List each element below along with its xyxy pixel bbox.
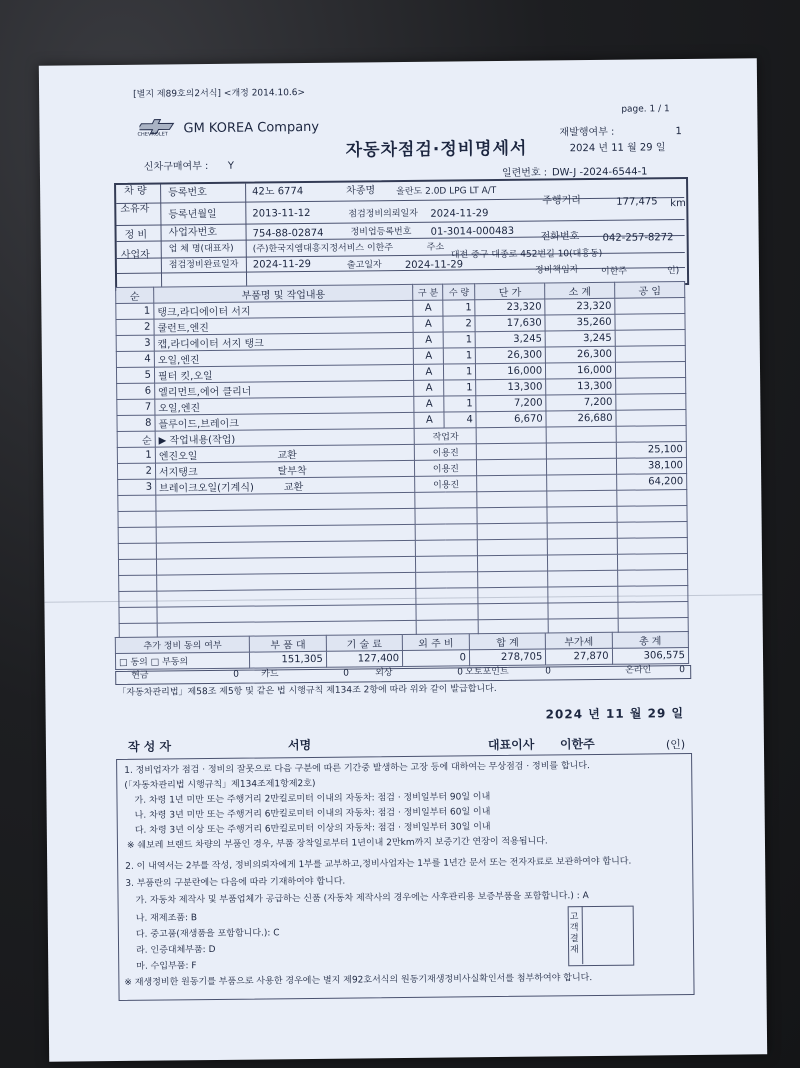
vat-label: 부가세 — [546, 632, 612, 649]
shop-reg: 01-3014-000483 — [430, 225, 515, 238]
part-qty: 4 — [444, 412, 476, 428]
work-no: 3 — [118, 479, 156, 495]
work-item: 브레이크오일(기계식) — [159, 482, 254, 495]
biz-label: 사업자 — [120, 249, 150, 261]
addr-label: 주소 — [426, 242, 445, 253]
part-name: 쿨런트,엔진 — [154, 316, 414, 335]
manager-seal: 인) — [666, 266, 680, 277]
shop-company: (주)한국지엠대흥지정서비스 이한주 — [252, 243, 394, 255]
customer-box-label: 고객결재 — [569, 912, 579, 956]
part-name: 캡,라디에이터 서지 탱크 — [154, 332, 414, 351]
part-no: 6 — [117, 383, 155, 399]
work-action: 교환 — [283, 482, 304, 494]
part-name: 엘리먼트,에어 클리너 — [155, 380, 415, 399]
part-type: A — [413, 316, 443, 332]
inspect-date-label: 점검정비의뢰일자 — [348, 208, 418, 220]
car-label: 차 량 — [124, 185, 147, 197]
mileage: 177,475 — [616, 196, 658, 208]
work-header-no: 순 — [117, 431, 155, 447]
tech-total: 127,400 — [326, 651, 403, 668]
work-action: 탈부착 — [277, 466, 307, 478]
work-labor: 38,100 — [617, 458, 687, 475]
part-qty: 1 — [444, 332, 476, 348]
phone: 042-257-8272 — [602, 232, 674, 244]
sum-label: 합 계 — [469, 633, 546, 650]
part-labor — [615, 330, 685, 347]
point-label: 오토포인트 — [465, 666, 509, 678]
note-line: 나. 재제조품: B — [135, 913, 198, 924]
release-label: 출고일자 — [346, 260, 382, 271]
credit-label: 외상 — [375, 668, 393, 679]
part-labor — [616, 394, 686, 411]
reg-date-label: 등록년월일 — [168, 208, 217, 221]
addr: 대전 중구 대종로 452번길 10(대흥동) — [450, 248, 603, 261]
work-worker: 이용진 — [415, 460, 477, 477]
reissue-label: 재발행여부 : — [559, 126, 615, 139]
page-label: page. 1 / 1 — [621, 104, 670, 115]
part-labor — [615, 314, 685, 331]
work-worker: 이용진 — [415, 476, 477, 493]
sum-total: 278,705 — [469, 649, 546, 666]
part-subtotal: 35,260 — [545, 314, 615, 331]
outsource-total: 0 — [403, 650, 470, 667]
part-type: A — [414, 348, 444, 364]
phone-label: 전화번호 — [540, 231, 580, 243]
part-price: 3,245 — [475, 331, 545, 348]
parts-total: 151,305 — [250, 651, 327, 668]
part-name: 오일,엔진 — [155, 396, 415, 415]
part-price: 17,630 — [475, 315, 545, 332]
online-label: 온라인 — [625, 665, 652, 676]
work-no: 2 — [117, 463, 155, 479]
header-subtotal: 소 계 — [545, 282, 615, 299]
note-line: 가. 자동차 제작사 및 부품업체가 공급하는 신품 (자동차 제작사의 경우에는 사후관리용 보증부품을 포함합니다.) : A — [135, 891, 589, 906]
cash: 0 — [233, 669, 239, 680]
point: 0 — [545, 666, 551, 677]
done-date: 2024-11-29 — [252, 258, 312, 271]
note-line: 라. 인증대체부품: D — [136, 944, 216, 956]
part-type: A — [414, 364, 444, 380]
part-no: 1 — [116, 303, 154, 319]
chevrolet-wordmark: CHEVROLET — [137, 131, 168, 138]
reg-date: 2013-11-12 — [252, 207, 311, 220]
reissue-value: 1 — [675, 126, 682, 138]
done-date-label: 점검정비완료일자 — [168, 259, 239, 271]
note-line: 1. 정비업자가 점검 · 정비의 잘못으로 다음 구분에 따른 기간중 발생하는 고장 등에 대하여는 무상점검 · 정비를 합니다. — [124, 761, 590, 776]
document-title: 자동차점검·정비명세서 — [345, 138, 528, 161]
header-no: 순 — [116, 287, 154, 303]
part-subtotal: 3,245 — [545, 330, 615, 347]
part-name: 필터 킷,오일 — [154, 364, 414, 383]
note-line: ※ 재생정비한 원동기를 부품으로 사용한 경우에는 별지 제92호서식의 원동기재생정비사실확인서를 첨부하여야 합니다. — [124, 973, 593, 988]
note-line: 2. 이 내역서는 2부를 작성, 정비의뢰자에게 1부를 교부하고,정비사업자는 1부를 1년간 문서 또는 전자자료로 보관하여야 합니다. — [125, 856, 632, 872]
new-car-value: Y — [227, 160, 235, 172]
consent-yes-checkbox[interactable]: □ 동의 — [119, 657, 148, 668]
ceo-name: 이한주 — [559, 737, 595, 752]
header-qty: 수 량 — [443, 284, 475, 300]
parts-total-label: 부 품 대 — [250, 635, 327, 652]
note-line: 3. 부품란의 구분란에는 다음에 따라 기재하여야 합니다. — [125, 876, 346, 889]
manager-label: 정비책임자 — [534, 265, 579, 276]
work-item: 엔진오일 — [158, 451, 198, 463]
part-price: 6,670 — [476, 411, 546, 428]
part-labor — [616, 378, 686, 395]
total-label: 총 계 — [612, 632, 689, 649]
company-name: GM KOREA Company — [183, 119, 320, 137]
part-no: 8 — [117, 415, 155, 431]
part-price: 7,200 — [476, 395, 546, 412]
part-type: A — [414, 396, 444, 412]
part-no: 7 — [117, 399, 155, 415]
credit: 0 — [457, 667, 463, 678]
work-action: 교환 — [277, 450, 297, 462]
company-label: 업 체 명(대표자) — [168, 243, 234, 255]
part-price: 26,300 — [476, 347, 546, 364]
part-price: 13,300 — [476, 379, 546, 396]
part-labor — [615, 346, 685, 363]
maint-label: 정 비 — [124, 229, 148, 241]
work-header-worker: 작업자 — [415, 428, 477, 445]
part-subtotal: 13,300 — [546, 378, 616, 395]
work-header-name: ▶ 작업내용(작업) — [155, 428, 415, 447]
part-subtotal: 7,200 — [546, 394, 616, 411]
part-type: A — [414, 412, 444, 428]
new-car-label: 신차구매여부 : — [143, 161, 209, 173]
reg-no-label: 등록번호 — [168, 187, 207, 199]
part-labor — [616, 362, 686, 379]
serial-label: 일련번호 : — [501, 167, 548, 179]
part-labor — [615, 298, 685, 315]
consent-no-checkbox[interactable]: □ 부동의 — [150, 657, 189, 668]
biz-no: 754-88-02874 — [252, 227, 324, 240]
header-type: 구 분 — [413, 284, 443, 300]
part-name: 탱크,라디에이터 서지 — [154, 300, 414, 319]
sign-label: 서명 — [287, 737, 312, 753]
note-line: 가. 차령 1년 미만 또는 주행거리 2만킬로미터 이내의 자동차: 점검 · 정비일부터 90일 이내 — [134, 792, 491, 806]
reg-no: 42노 6774 — [252, 186, 304, 198]
shop-reg-label: 정비업등록번호 — [350, 226, 412, 238]
date-top: 2024 년 11 월 29 일 — [569, 142, 666, 155]
model-label: 차종명 — [346, 185, 376, 197]
work-labor: 25,100 — [616, 442, 686, 459]
work-item: 서지탱크 — [158, 467, 198, 479]
release-date: 2024-11-29 — [404, 259, 464, 271]
form-ref: [별지 제89호의2서식] <개정 2014.10.6> — [133, 88, 306, 100]
header-price: 단 가 — [475, 283, 545, 300]
legal-text: 「자동차관리법」제58조 제5항 및 같은 법 시행규칙 제134조 2항에 따라 위와 같이 발급합니다. — [117, 684, 497, 698]
work-no: 1 — [117, 447, 155, 463]
part-type: A — [414, 332, 444, 348]
writer-label: 작 성 자 — [127, 739, 172, 754]
part-qty: 2 — [443, 316, 475, 332]
header-labor: 공 임 — [615, 282, 685, 299]
note-line: 다. 중고품(재생품을 포함합니다.): C — [135, 928, 280, 940]
consent-options — [115, 652, 250, 669]
part-subtotal: 26,300 — [545, 346, 615, 363]
part-name: 플루이드,브레이크 — [155, 412, 415, 431]
part-no: 5 — [116, 367, 154, 383]
part-type: A — [414, 380, 444, 396]
part-no: 2 — [116, 319, 154, 335]
consent-label: 추가 정비 동의 여부 — [115, 636, 250, 653]
vat-total: 27,870 — [546, 648, 612, 665]
note-line: ※ 쉐보레 브랜드 차량의 부품인 경우, 부품 장착일로부터 1년이내 2만km까지 보증기간 연장이 적용됩니다. — [126, 836, 548, 851]
totals-table — [115, 631, 689, 670]
part-name: 오일,엔진 — [154, 348, 414, 367]
grand-total: 306,575 — [612, 648, 689, 665]
part-subtotal: 26,680 — [546, 410, 616, 427]
note-line: (「자동차관리법 시행규칙」제134조제1항제2호) — [124, 778, 316, 791]
owner-label: 소유자 — [120, 203, 150, 215]
part-price: 23,320 — [475, 299, 545, 316]
part-qty: 1 — [444, 348, 476, 364]
parts-table — [115, 281, 689, 640]
part-labor — [616, 410, 686, 427]
note-line: 다. 차령 3년 이상 또는 주행거리 6만킬로미터 이상의 자동차: 점검 · 정비일부터 30일 이내 — [134, 822, 491, 836]
card: 0 — [343, 668, 349, 679]
serial-value: DW-J -2024-6544-1 — [551, 166, 648, 179]
issue-date: 2024 년 11 월 29 일 — [545, 706, 685, 722]
work-labor: 64,200 — [617, 474, 687, 491]
part-type: A — [413, 300, 443, 316]
part-qty: 1 — [443, 300, 475, 316]
work-worker: 이용진 — [415, 444, 477, 461]
mileage-unit: km — [670, 198, 686, 210]
cash-label: 현금 — [131, 670, 149, 681]
part-no: 4 — [116, 351, 154, 367]
biz-no-label: 사업자번호 — [168, 226, 217, 239]
note-line: 마. 수입부품: F — [136, 961, 197, 972]
part-qty: 1 — [444, 380, 476, 396]
outsource-label: 외 주 비 — [402, 634, 469, 651]
inspect-date: 2024-11-29 — [430, 208, 489, 220]
part-no: 3 — [116, 335, 154, 351]
ceo-seal: (인) — [665, 738, 686, 752]
part-subtotal: 16,000 — [546, 362, 616, 379]
tech-label: 기 술 료 — [326, 635, 403, 652]
part-qty: 1 — [444, 364, 476, 380]
repair-invoice-paper — [39, 58, 767, 1061]
manager: 이한주 — [600, 266, 628, 277]
mileage-label: 주행거리 — [542, 195, 581, 207]
header-name: 부품명 및 작업내용 — [154, 284, 414, 303]
card-label: 카드 — [261, 669, 279, 680]
ceo-label: 대표이사 — [487, 737, 535, 753]
part-price: 16,000 — [476, 363, 546, 380]
part-subtotal: 23,320 — [545, 298, 615, 315]
online: 0 — [679, 665, 685, 676]
part-qty: 1 — [444, 396, 476, 412]
model: 올란도 2.0D LPG LT A/T — [396, 186, 497, 198]
note-line: 나. 차령 3년 미만 또는 주행거리 6만킬로미터 이내의 자동차: 점검 · 정비일부터 60일 이내 — [134, 807, 491, 821]
